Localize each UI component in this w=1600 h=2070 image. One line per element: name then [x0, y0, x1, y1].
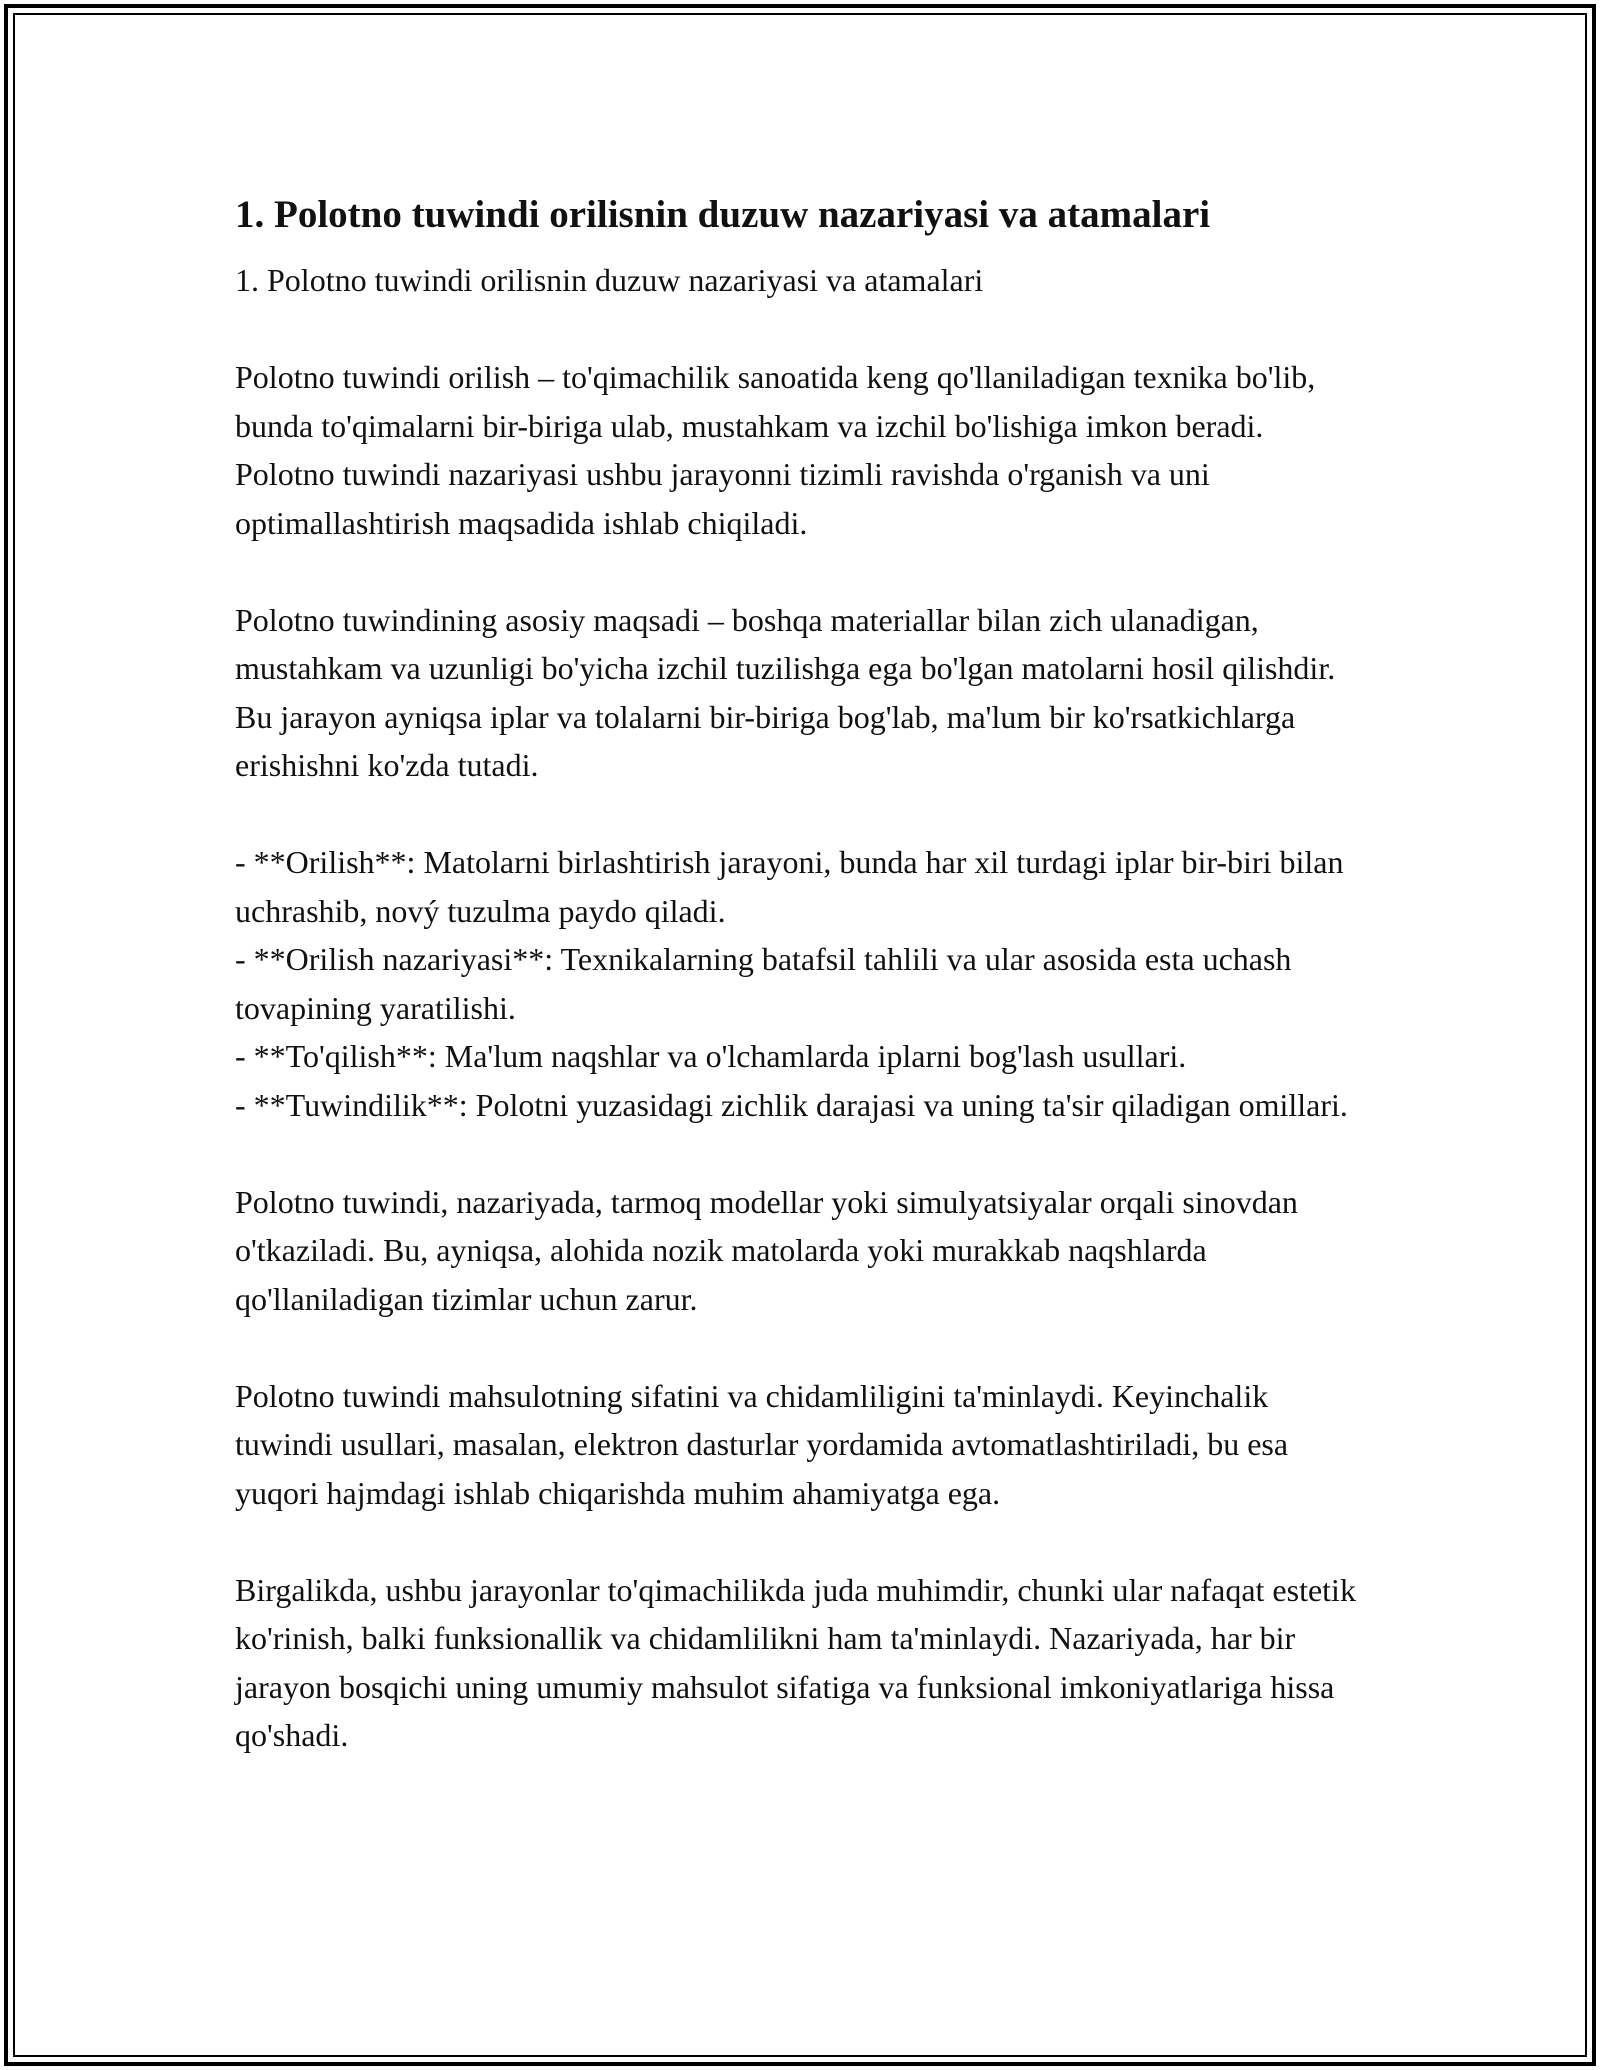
paragraph: Birgalikda, ushbu jarayonlar to'qimachilikda juda muhimdir, chunki ular nafaqat estetik ko'rinish, balki funksionallik va chidamlilikni ham ta'minlaydi. Nazariyada, har bir jarayon bosqichi uning umumiy mahsulot sifatiga va funksional imkoniyatlariga hissa qo'shadi.: [235, 1571, 1356, 1753]
list-item: - **Orilish nazariyasi**: Texnikalarning batafsil tahlili va ular asosida esta uchash tovapining yaratilishi.: [235, 941, 1292, 1026]
list-item: - **Tuwindilik**: Polotni yuzasidagi zichlik darajasi va uning ta'sir qiladigan omillari.: [235, 1086, 1348, 1123]
list-item: - **To'qilish**: Ma'lum naqshlar va o'lchamlarda iplarni bog'lash usullari.: [235, 1038, 1187, 1074]
paragraph: Polotno tuwindi, nazariyada, tarmoq modellar yoki simulyatsiyalar orqali sinovdan o'tkaziladi. Bu, ayniqsa, alohida nozik matolarda yoki murakkab naqshlarda qo'llaniladigan tizimlar uchun zarur.: [235, 1183, 1298, 1317]
document-body: [235, 188, 1365, 1808]
terms-list: [235, 838, 1365, 1129]
document-subtitle: 1. Polotno tuwindi orilisnin duzuw nazariyasi va atamalari: [235, 262, 984, 298]
paragraph: Polotno tuwindining asosiy maqsadi – boshqa materiallar bilan zich ulanadigan, mustahkam va uzunligi bo'yicha izchil tuzilishga ega bo'lgan matolarni hosil qilishdir. Bu jarayon ayniqsa iplar va tolalarni bir-biriga bog'lab, ma'lum bir ko'rsatkichlarga erishishni ko'zda tutadi.: [235, 601, 1336, 783]
paragraph: Polotno tuwindi orilish – to'qimachilik sanoatida keng qo'llaniladigan texnika bo'lib, bunda to'qimalarni bir-biriga ulab, mustahkam va izchil bo'lishiga imkon beradi. Polotno tuwindi nazariyasi ushbu jarayonni tizimli ravishda o'rganish va uni optimallashtirish maqsadida ishlab chiqiladi.: [235, 359, 1316, 541]
list-item: - **Orilish**: Matolarni birlashtirish jarayoni, bunda har xil turdagi iplar bir-biri bilan uchrashib, nový tuzulma paydo qiladi.: [235, 844, 1344, 929]
document-title: 1. Polotno tuwindi orilisnin duzuw nazariyasi va atamalari: [235, 193, 1211, 236]
paragraph: Polotno tuwindi mahsulotning sifatini va chidamliligini ta'minlaydi. Keyinchalik tuwindi usullari, masalan, elektron dasturlar yordamida avtomatlashtiriladi, bu esa yuqori hajmdagi ishlab chiqarishda muhim ahamiyatga ega.: [235, 1377, 1289, 1511]
